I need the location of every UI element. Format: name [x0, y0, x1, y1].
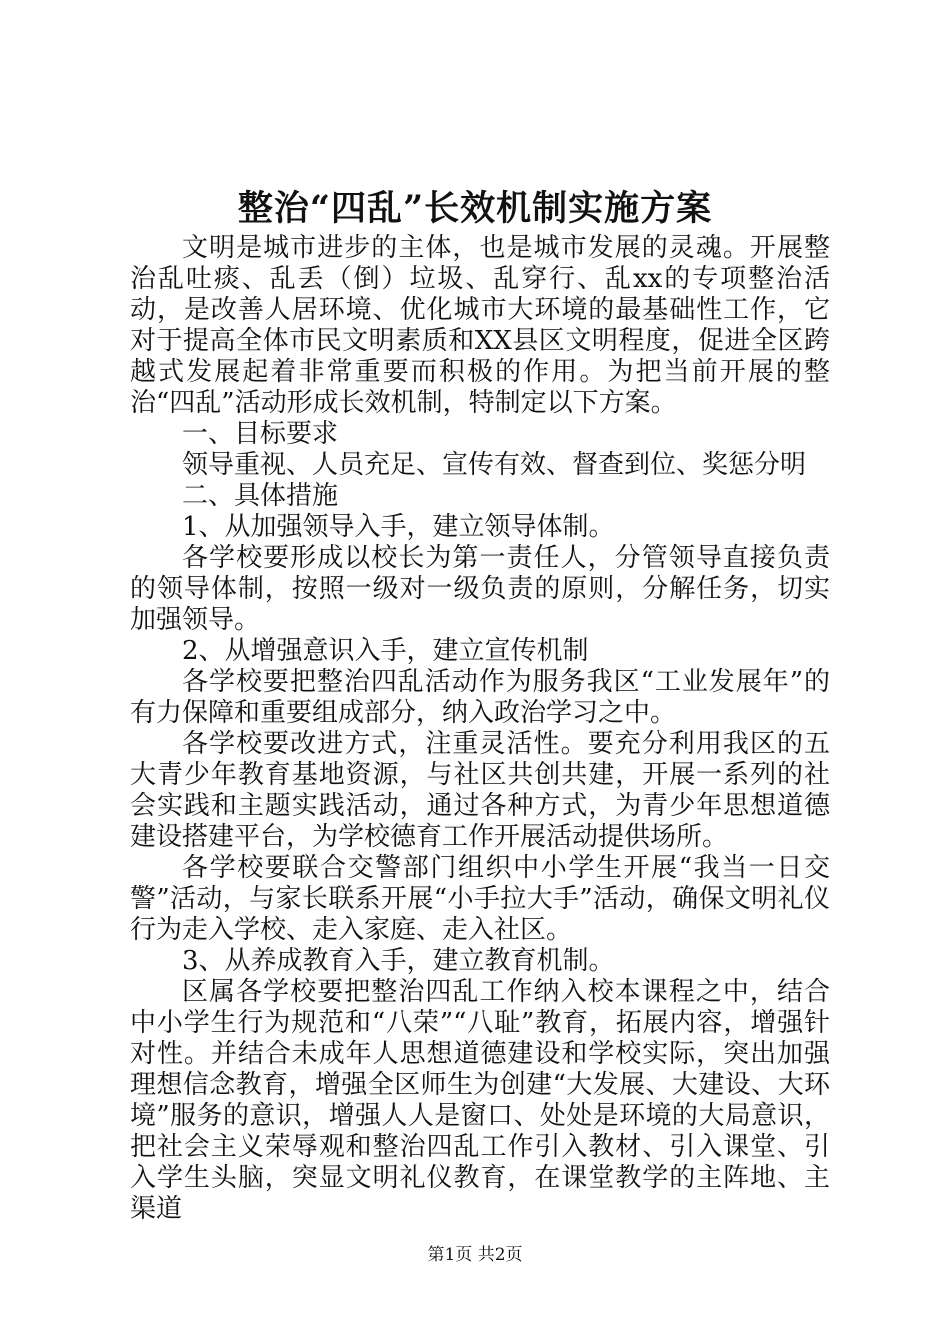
paragraph-education: 区属各学校要把整治四乱工作纳入校本课程之中，结合中小学生行为规范和“八荣”“八耻”教育，拓展内容，增强针对性。并结合未成年人思想道德建设和学校实际，突出加强理想信念教育，增强全区师生为创建“大发展、大建设、大环境”服务的意识，增强人人是窗口、处处是环境的大局意识，把社会主义荣辱观和整治四乱工作引入教材、引入课堂、引入学生头脑，突显文明礼仪教育，在课堂教学的主阵地、主渠道: [130, 977, 830, 1224]
subheading-leadership: 1、从加强领导入手，建立领导体制。: [182, 512, 615, 542]
paragraph-publicity-3: 各学校要联合交警部门组织中小学生开展“我当一日交警”活动，与家长联系开展“小手拉大手”活动，确保文明礼仪行为走入学校、走入家庭、走入社区。: [130, 853, 830, 945]
document-title: 整治“四乱”长效机制实施方案: [237, 188, 713, 229]
page-footer: 第1页 共2页: [427, 1245, 523, 1265]
subheading-education: 3、从养成教育入手，建立教育机制。: [182, 946, 615, 976]
heading-measures: 二、具体措施: [182, 481, 339, 511]
subheading-publicity: 2、从增强意识入手，建立宣传机制: [182, 636, 589, 666]
paragraph-publicity-2: 各学校要改进方式，注重灵活性。要充分利用我区的五大青少年教育基地资源，与社区共创共建，开展一系列的社会实践和主题实践活动，通过各种方式，为青少年思想道德建设搭建平台，为学校德育工作开展活动提供场所。: [130, 729, 830, 852]
document-body: [130, 233, 830, 1225]
paragraph-leadership: 各学校要形成以校长为第一责任人，分管领导直接负责的领导体制，按照一级对一级负责的原则，分解任务，切实加强领导。: [130, 543, 830, 635]
paragraph-publicity-1: 各学校要把整治四乱活动作为服务我区“工业发展年”的有力保障和重要组成部分，纳入政治学习之中。: [130, 667, 830, 728]
paragraph-intro: 文明是城市进步的主体，也是城市发展的灵魂。开展整治乱吐痰、乱丢（倒）垃圾、乱穿行、乱xx的专项整治活动，是改善人居环境、优化城市大环境的最基础性工作，它对于提高全体市民文明素质和XX县区文明程度，促进全区跨越式发展起着非常重要而积极的作用。为把当前开展的整治“四乱”活动形成长效机制，特制定以下方案。: [130, 233, 830, 418]
heading-goals: 一、目标要求: [182, 419, 339, 449]
paragraph-goals: 领导重视、人员充足、宣传有效、督查到位、奖惩分明: [182, 450, 807, 480]
